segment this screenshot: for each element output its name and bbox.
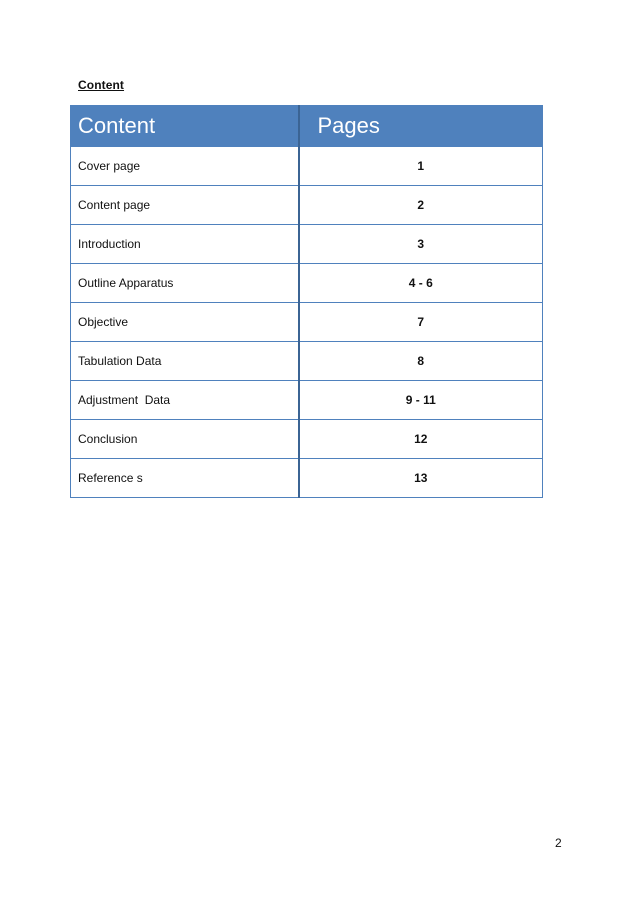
table-row: [71, 264, 543, 303]
section-heading: Content: [78, 78, 125, 92]
content-cell: Reference s: [71, 459, 299, 498]
column-header-content: Content: [71, 106, 299, 147]
page-cell: 4 - 6: [299, 264, 543, 303]
content-cell: Outline Apparatus: [71, 264, 299, 303]
table-row: [71, 381, 543, 420]
table-row: [71, 420, 543, 459]
table-of-contents: [70, 105, 543, 498]
column-header-pages: Pages: [299, 106, 543, 147]
page-cell: 13: [299, 459, 543, 498]
page-cell: 2: [299, 186, 543, 225]
table-row: [71, 303, 543, 342]
page-cell: 1: [299, 147, 543, 186]
table-row: [71, 342, 543, 381]
page-number: 2: [555, 836, 562, 850]
content-cell: Tabulation Data: [71, 342, 299, 381]
table-row: [71, 225, 543, 264]
page-cell: 8: [299, 342, 543, 381]
page-cell: 7: [299, 303, 543, 342]
table-header-row: [71, 106, 543, 147]
content-cell: Cover page: [71, 147, 299, 186]
page-cell: 9 - 11: [299, 381, 543, 420]
page-cell: 12: [299, 420, 543, 459]
table-row: [71, 186, 543, 225]
content-cell: Conclusion: [71, 420, 299, 459]
table-row: [71, 459, 543, 498]
page-cell: 3: [299, 225, 543, 264]
table-row: [71, 147, 543, 186]
content-cell: Adjustment Data: [71, 381, 299, 420]
content-cell: Objective: [71, 303, 299, 342]
content-cell: Introduction: [71, 225, 299, 264]
content-cell: Content page: [71, 186, 299, 225]
